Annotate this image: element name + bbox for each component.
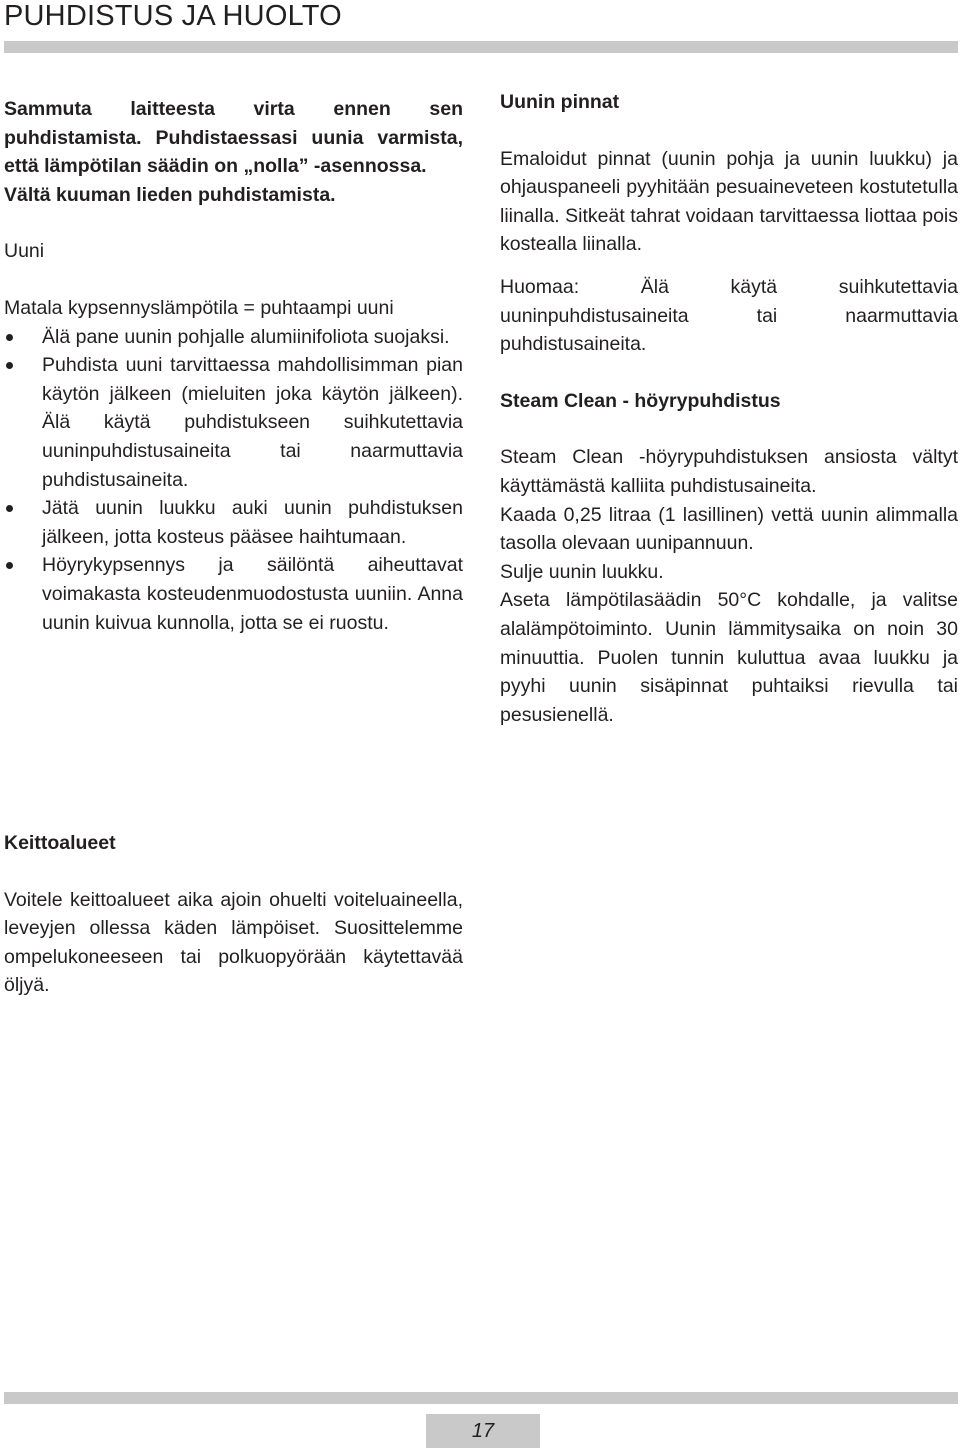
page-number: 17: [426, 1414, 540, 1448]
list-item: [4, 494, 463, 551]
keittoalueet-text: Voitele keittoalueet aika ajoin ohuelti voiteluaineella, leveyjen ollessa käden lämpöiset. Suosittelemme ompelukoneeseen tai polkuopyörään käytettavää öljyä.: [4, 888, 463, 997]
pinnat-note: Huomaa: Älä käytä suihkutettavia uuninpuhdistusaineita tai naarmuttavia puhdistusaineita.: [500, 275, 958, 356]
list-item-text: Älä pane uunin pohjalle alumiinifoliota suojaksi.: [42, 325, 450, 348]
bullet-icon: [6, 562, 13, 569]
list-item: [4, 551, 463, 637]
keittoalueet-heading: Keittoalueet: [4, 832, 116, 854]
title-divider: [4, 41, 958, 53]
right-column: [500, 88, 958, 729]
list-item: [4, 351, 463, 494]
left-column: [4, 95, 463, 637]
footer-divider: [4, 1392, 958, 1404]
list-item-text: Puhdista uuni tarvittaessa mahdollisimman pian käytön jälkeen (mieluiten joka käytön jälkeen). Älä käytä puhdistukseen suihkutettavia uuninpuhdistusaineita tai naarmuttavia puhdistusaineita.: [42, 354, 463, 491]
uuni-intro: Matala kypsennyslämpötila = puhtaampi uuni: [4, 296, 394, 319]
bullet-icon: [6, 505, 13, 512]
pinnat-text: Emaloidut pinnat (uunin pohja ja uunin luukku) ja ohjauspaneeli pyyhitään pesuaineveteen kostutetulla liinalla. Sitkeät tahrat voidaan tarvittaessa liottaa pois kostealla liinalla.: [500, 147, 958, 256]
steam-text-4: Aseta lämpötilasäädin 50°C kohdalle, ja valitse alalämpötoiminto. Uunin lämmitysaika on noin 30 minuuttia. Puolen tunnin kuluttua avaa luukku ja pyyhi uunin sisäpinnat puhtaiksi rievulla tai pesusienellä.: [500, 589, 958, 726]
warning-text-2: Vältä kuuman lieden puhdistamista.: [4, 183, 336, 206]
keittoalueet-section: [4, 829, 463, 1000]
steam-text-3: Sulje uunin luukku.: [500, 560, 664, 583]
list-item-text: Jätä uunin luukku auki uunin puhdistuksen jälkeen, jotta kosteus pääsee haihtumaan.: [42, 497, 463, 548]
steam-heading: Steam Clean - höyrypuhdistus: [500, 389, 781, 412]
page-title: PUHDISTUS JA HUOLTO: [4, 0, 342, 32]
list-item: [4, 323, 463, 352]
pinnat-heading: Uunin pinnat: [500, 91, 620, 113]
uuni-heading: Uuni: [4, 240, 45, 263]
warning-text-1: Sammuta laitteesta virta ennen sen puhdistamista. Puhdistaessasi uunia varmista, että lämpötilan säädin on „nolla” -asennossa.: [4, 98, 463, 178]
uuni-bullet-list: [4, 323, 463, 638]
list-item-text: Höyrykypsennys ja säilöntä aiheuttavat voimakasta kosteudenmuodostusta uuniin. Anna uunin kuivua kunnolla, jotta se ei ruostu.: [42, 554, 463, 634]
bullet-icon: [6, 334, 13, 341]
bullet-icon: [6, 362, 13, 369]
steam-text-1: Steam Clean -höyrypuhdistuksen ansiosta vältyt käyttämästä kalliita puhdistusaineita.: [500, 446, 958, 497]
steam-text-2: Kaada 0,25 litraa (1 lasillinen) vettä uunin alimmalla tasolla olevaan uunipannuun.: [500, 503, 958, 555]
